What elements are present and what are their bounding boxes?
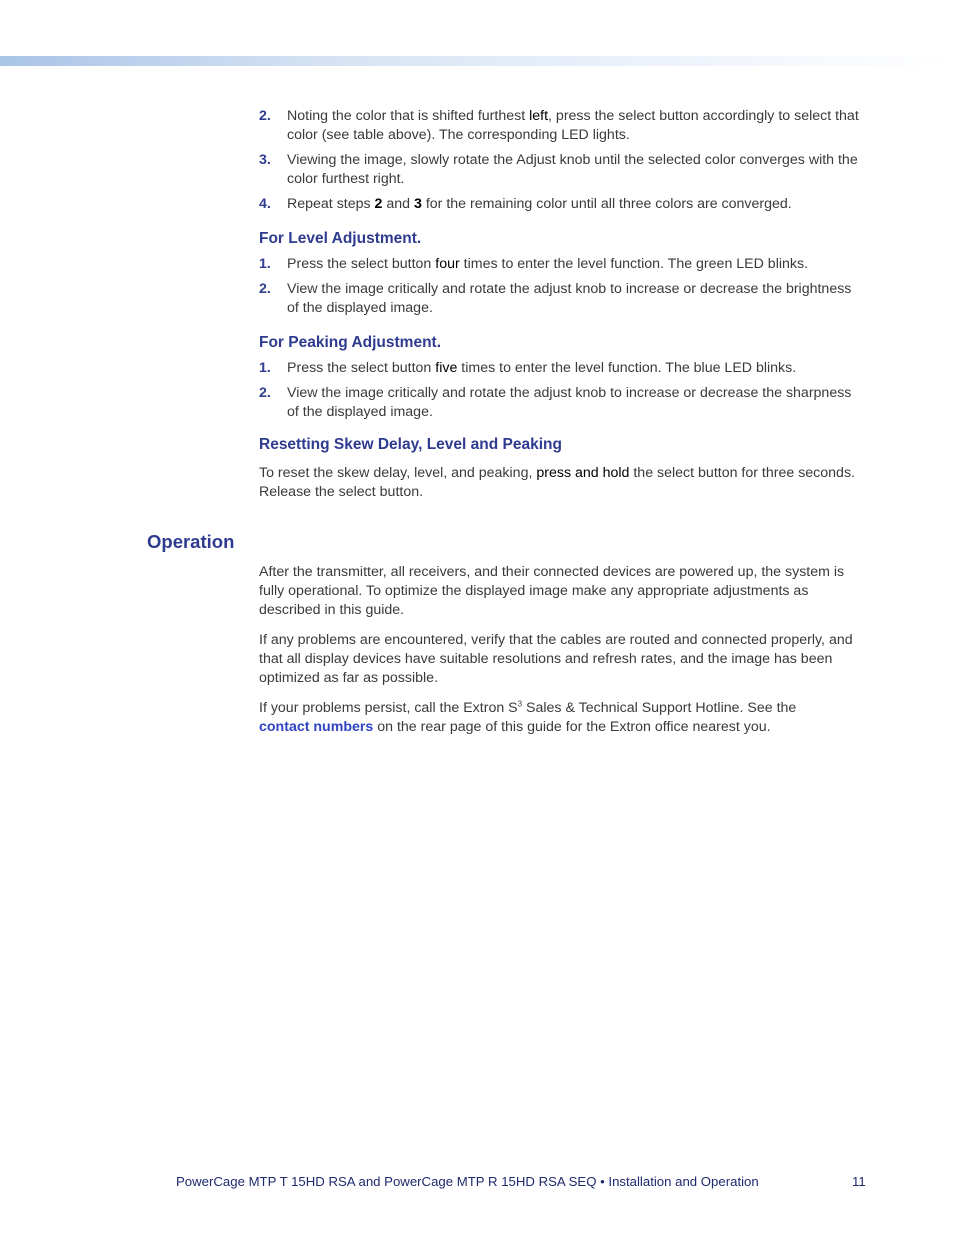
step-number: 1. (259, 256, 271, 272)
step-number: 1. (259, 360, 271, 376)
list-item (259, 151, 865, 189)
list-item (259, 107, 865, 145)
step-number: 2. (259, 108, 271, 124)
operation-paragraph-2: If any problems are encountered, verify that the cables are routed and connected properly, and that all display devices have suitable resolutions and refresh rates, and the image has been optimized as far as possible. (259, 632, 853, 686)
step-text: View the image critically and rotate the adjust knob to increase or decrease the brightness of the displayed image. (287, 281, 852, 316)
step-text: Press the select button four times to enter the level function. The green LED blinks. (287, 256, 809, 272)
step-text: View the image critically and rotate the adjust knob to increase or decrease the sharpness of the displayed image. (287, 385, 852, 420)
list-item (259, 195, 865, 214)
page-footer: PowerCage MTP T 15HD RSA and PowerCage MTP R 15HD RSA SEQ • Installation and Operation (176, 1174, 759, 1189)
list-item (259, 255, 865, 274)
step-number: 3. (259, 152, 271, 168)
step-number: 2. (259, 385, 271, 401)
reset-heading: Resetting Skew Delay, Level and Peaking (259, 436, 562, 453)
header-gradient-band (0, 56, 954, 66)
page-number: 11 (852, 1174, 866, 1189)
step-number: 2. (259, 281, 271, 297)
peaking-adjustment-heading: For Peaking Adjustment. (259, 334, 442, 351)
level-adjustment-heading: For Level Adjustment. (259, 230, 422, 247)
operation-paragraph-1: After the transmitter, all receivers, and their connected devices are powered up, the system is fully operational. To optimize the displayed image make any appropriate adjustments as described in this guide. (259, 564, 845, 618)
step-number: 4. (259, 196, 271, 212)
step-text: Repeat steps 2 and 3 for the remaining color until all three colors are converged. (287, 196, 792, 212)
operation-section (259, 563, 865, 748)
list-item (259, 280, 865, 318)
list-item (259, 359, 865, 378)
step-text: Noting the color that is shifted furthest left, press the select button accordingly to select that color (see table above). The corresponding LED lights. (287, 108, 859, 143)
operation-heading: Operation (147, 531, 235, 552)
contact-numbers-link[interactable]: contact numbers (259, 719, 374, 735)
step-text: Viewing the image, slowly rotate the Adjust knob until the selected color converges with the color furthest right. (287, 152, 858, 187)
main-content (259, 107, 865, 513)
operation-paragraph-3: If your problems persist, call the Extron $S^3$ Sales & Technical Support Hotline. See the contact numbers on the rear page of this guide for the Extron office nearest you. (259, 699, 797, 735)
list-item (259, 384, 865, 422)
reset-paragraph: To reset the skew delay, level, and peaking, press and hold the select button for three seconds. Release the select button. (259, 465, 855, 500)
step-text: Press the select button five times to enter the level function. The blue LED blinks. (287, 360, 797, 376)
